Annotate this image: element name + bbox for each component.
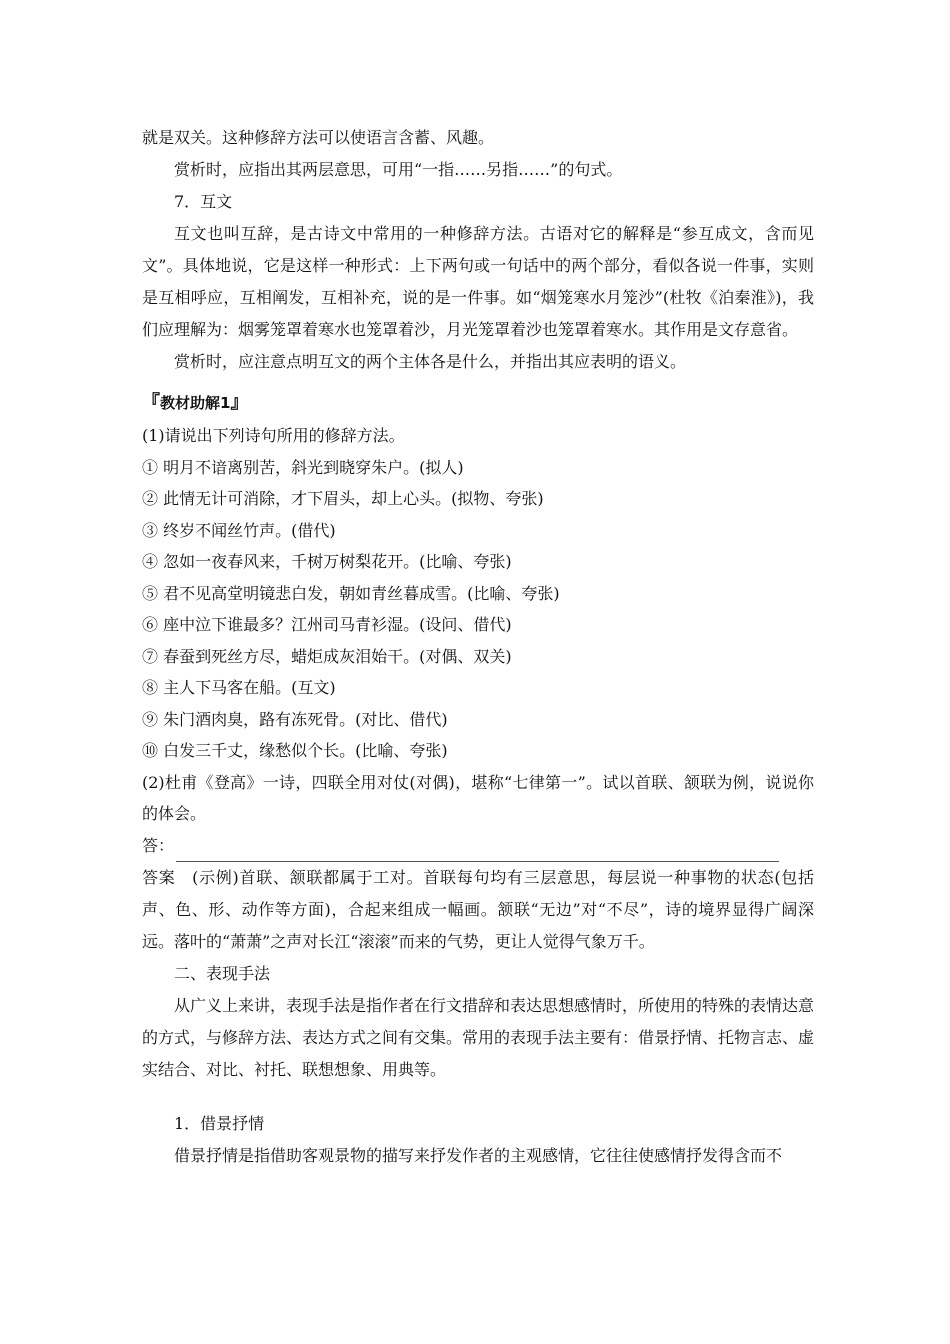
- question-1: (1)请说出下列诗句所用的修辞方法。: [142, 426, 405, 445]
- bracket-open: 『: [142, 392, 160, 413]
- spacer: [142, 1086, 814, 1108]
- bracket-close: 』: [230, 392, 249, 413]
- list-item: ⑥ 座中泣下谁最多？江州司马青衫湿。(设问、借代): [142, 615, 512, 634]
- section-2-body: 从广义上来讲，表现手法是指作者在行文措辞和表达思想感情时，所使用的特殊的表情达意的方式，与修辞方法、表达方式之间有交集。常用的表现手法主要有：借景抒情、托物言志、虚实结合、对比、衬托、联想想象、用典等。: [142, 995, 815, 1079]
- section-7-body: 互文也叫互辞，是古诗文中常用的一种修辞方法。古语对它的解释是“参互成文，含而见文”。具体地说，它是这样一种形式：上下两句或一句话中的两个部分，看似各说一件事，实则是互相呼应，互相阐发，互相补充，说的是一件事。如“烟笼寒水月笼沙”(杜牧《泊秦淮》)，我们应理解为：烟雾笼罩着寒水也笼罩着沙，月光笼罩着沙也笼罩着寒水。其作用是文存意省。: [142, 224, 814, 339]
- list-item: ⑩ 白发三千丈，缘愁似个长。(比喻、夸张): [142, 741, 448, 760]
- list-item: ① 明月不谙离别苦，斜光到晓穿朱户。(拟人): [142, 457, 464, 477]
- textbook-aid-heading: [142, 388, 814, 418]
- list-item: ⑦ 春蚕到死丝方尽，蜡炬成灰泪始干。(对偶、双关): [142, 646, 512, 666]
- question-2: (2)杜甫《登高》一诗，四联全用对仗(对偶)，堪称“七律第一”。试以首联、颔联为例，说说你的体会。: [142, 772, 814, 823]
- answer-line: [142, 830, 814, 862]
- section-7-tip: 赏析时，应注意点明互文的两个主体各是什么，并指出其应表明的语义。: [174, 352, 687, 371]
- answer-text: 答案 (示例)首联、颔联都属于工对。首联每句均有三层意思，每层说一种事物的状态(包括声、色、形、动作等方面)，合起来组成一幅画。颔联“无边”对“不尽”，诗的境界显得广阔深远。落叶的“萧萧”之声对长江“滚滚”而来的气势，更让人觉得气象万千。: [142, 867, 814, 951]
- section-2-1-body: 借景抒情是指借助客观景物的描写来抒发作者的主观感情，它往往使感情抒发得含而不: [174, 1145, 783, 1165]
- document-page: [142, 122, 814, 1172]
- textbook-aid-title: 教材助解1: [160, 394, 231, 412]
- section-2-title: 二、表现手法: [174, 963, 271, 983]
- exercise-list: [142, 420, 814, 830]
- intro-line-1: 就是双关。这种修辞方法可以使语言含蓄、风趣。: [142, 128, 495, 147]
- list-item: ② 此情无计可消除，才下眉头，却上心头。(拟物、夸张): [142, 489, 544, 508]
- answer-label: 答：: [142, 835, 175, 855]
- intro-line-2: 赏析时，应指出其两层意思，可用“一指……另指……”的句式。: [174, 160, 623, 179]
- list-item: ⑧ 主人下马客在船。(互文): [142, 678, 336, 697]
- list-item: ③ 终岁不闻丝竹声。(借代): [142, 520, 336, 540]
- list-item: ⑤ 君不见高堂明镜悲白发，朝如青丝暮成雪。(比喻、夸张): [142, 583, 560, 603]
- list-item: ⑨ 朱门酒肉臭，路有冻死骨。(对比、借代): [142, 709, 448, 729]
- section-7-title: 7．互文: [174, 192, 233, 211]
- answer-blank[interactable]: [176, 841, 779, 862]
- section-2-1-title: 1．借景抒情: [174, 1113, 265, 1133]
- list-item: ④ 忽如一夜春风来，千树万树梨花开。(比喻、夸张): [142, 552, 512, 571]
